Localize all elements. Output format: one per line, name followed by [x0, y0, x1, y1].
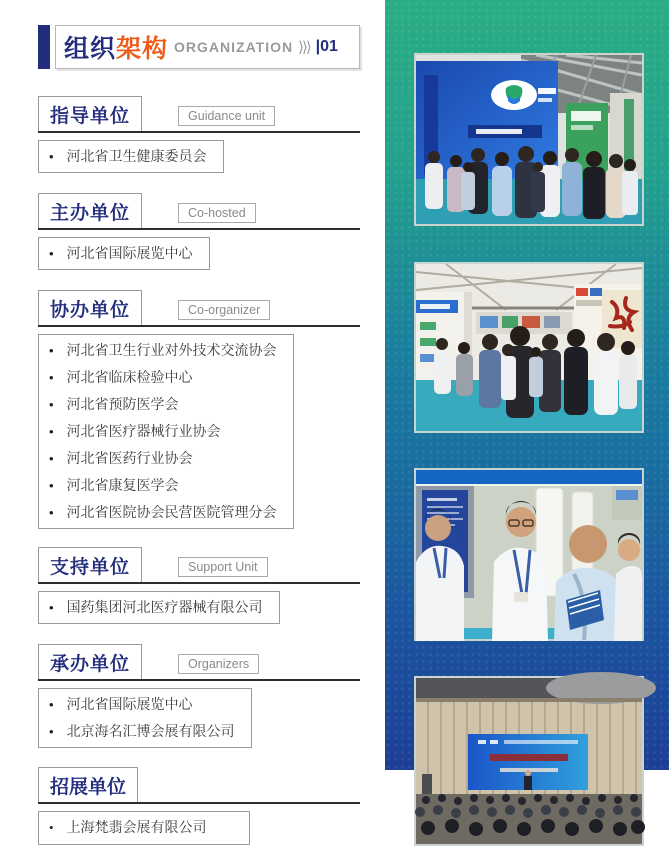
- list-item: [45, 445, 277, 472]
- banner-box: [55, 25, 360, 69]
- item-text: 河北省康复医学会: [66, 477, 179, 493]
- item-text: 河北省卫生行业对外技术交流协会: [66, 342, 277, 358]
- list-item: [45, 337, 277, 364]
- section-title: 协办单位: [38, 290, 142, 325]
- list-item: [45, 240, 193, 267]
- bullet-icon: •: [49, 343, 54, 358]
- banner-title-en: ORGANIZATION: [174, 39, 294, 55]
- item-text: 河北省国际展览中心: [66, 245, 193, 261]
- items-box: [38, 237, 210, 270]
- section-header: [38, 96, 360, 133]
- items-box: [38, 811, 250, 845]
- list-item: [45, 472, 277, 499]
- section-guidance-unit: [38, 96, 360, 173]
- photo-expo-booth-crowd: [414, 53, 644, 226]
- list-item: [45, 143, 207, 170]
- item-text: 上海梵翡会展有限公司: [66, 821, 207, 836]
- section-header: [38, 644, 360, 681]
- photo-forum-stage-audience: [414, 676, 644, 846]
- item-text: 河北省医疗器械行业协会: [66, 423, 221, 439]
- section-header: [38, 193, 360, 230]
- bullet-icon: •: [49, 820, 54, 835]
- bullet-icon: •: [49, 397, 54, 412]
- list-item: [45, 594, 263, 621]
- section-title: 支持单位: [38, 547, 142, 582]
- photo-visitors-talking: [414, 468, 644, 641]
- bullet-icon: •: [49, 505, 54, 520]
- item-text: 河北省国际展览中心: [66, 696, 193, 712]
- section-header: [38, 547, 360, 584]
- bullet-icon: •: [49, 370, 54, 385]
- item-text: 河北省医药行业协会: [66, 450, 193, 466]
- section-label-en: Co-organizer: [178, 300, 270, 320]
- photo-expo-aisle-crowd: [414, 262, 644, 433]
- section-title: 承办单位: [38, 644, 142, 679]
- list-item: [45, 718, 235, 745]
- bullet-icon: •: [49, 246, 54, 261]
- item-text: 河北省预防医学会: [66, 396, 179, 412]
- items-box: [38, 140, 224, 173]
- section-label-en: Guidance unit: [178, 106, 275, 126]
- section-label-en: Co-hosted: [178, 203, 256, 223]
- chevrons-icon: ⟩⟩⟩: [298, 39, 310, 56]
- list-item: [45, 499, 277, 526]
- section-header: [38, 290, 360, 327]
- section-label-en: Organizers: [178, 654, 259, 674]
- items-box: [38, 334, 294, 529]
- items-box: [38, 688, 252, 748]
- item-text: 国药集团河北医疗器械有限公司: [66, 599, 263, 615]
- section-title: 指导单位: [38, 96, 142, 131]
- item-text: 河北省临床检验中心: [66, 369, 193, 385]
- page-number: |01: [315, 38, 338, 55]
- section-title: 招展单位: [38, 767, 138, 802]
- list-item: [45, 391, 277, 418]
- section-header: [38, 767, 360, 804]
- bullet-icon: •: [49, 478, 54, 493]
- section-exhibit-recruiting-unit: [38, 767, 360, 845]
- banner-title-cn-accent: 架构: [116, 35, 169, 63]
- list-item: [45, 364, 277, 391]
- item-text: 河北省医院协会民营医院管理分会: [66, 504, 277, 520]
- section-organizers: [38, 644, 360, 748]
- item-text: 河北省卫生健康委员会: [66, 148, 207, 164]
- section-co-hosted: [38, 193, 360, 270]
- section-title: 主办单位: [38, 193, 142, 228]
- bullet-icon: •: [49, 149, 54, 164]
- items-box: [38, 591, 280, 624]
- section-co-organizer: [38, 290, 360, 529]
- section-support-unit: [38, 547, 360, 624]
- item-text: 北京海名汇博会展有限公司: [66, 723, 235, 739]
- bullet-icon: •: [49, 697, 54, 712]
- banner-title-cn: 组织: [64, 35, 117, 63]
- section-label-en: Support Unit: [178, 557, 267, 577]
- list-item: [45, 691, 235, 718]
- list-item: [45, 814, 233, 842]
- left-column: [38, 0, 360, 845]
- bullet-icon: •: [49, 600, 54, 615]
- bullet-icon: •: [49, 451, 54, 466]
- list-item: [45, 418, 277, 445]
- section-banner: [38, 25, 360, 69]
- bullet-icon: •: [49, 724, 54, 739]
- bullet-icon: •: [49, 424, 54, 439]
- photo-sidebar: [385, 0, 669, 770]
- banner-accent-bar: [38, 25, 50, 69]
